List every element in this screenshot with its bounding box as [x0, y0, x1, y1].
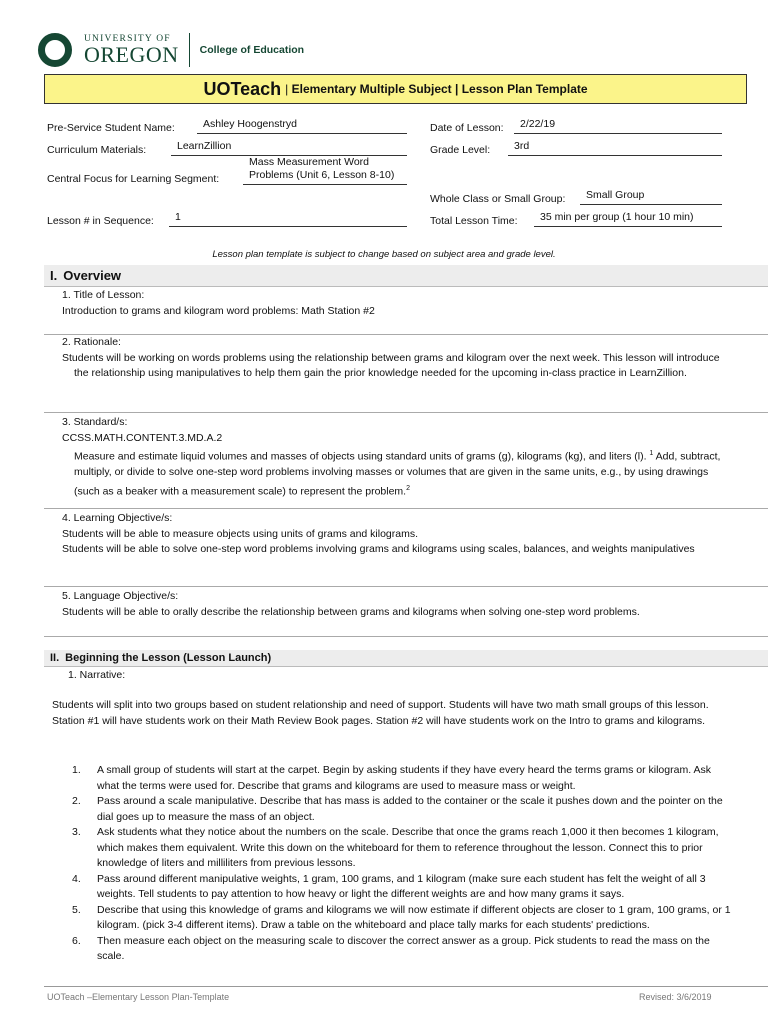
rationale-block [62, 335, 722, 382]
language-objective-block [62, 589, 722, 620]
lesson-title-block [62, 288, 722, 319]
focus-label: Central Focus for Learning Segment: [47, 173, 220, 185]
title-separator-2: | [455, 82, 459, 96]
footer-right: Revised: 3/6/2019 [639, 992, 712, 1002]
uo-logo-icon [38, 33, 72, 67]
step-text: Ask students what they notice about the numbers on the scale. Describe that once the grams reach 1,000 it then becomes 1 kilogram, which makes them equivalent. Write this down on the whiteboard for them to reference throughout the lesson. Connect this to prior knowledge of liters and milliliters from previous lessons. [97, 826, 719, 869]
objective-1: Students will be able to measure objects using units of grams and kilograms. [62, 527, 419, 540]
title-subtitle-text-2: Lesson Plan Template [461, 82, 588, 96]
standard-footnote-2: 2 [406, 484, 410, 492]
university-small-text: UNIVERSITY OF [84, 34, 171, 44]
student-name-value: Ashley Hoogenstryd [197, 118, 407, 134]
footer-divider [44, 986, 768, 987]
materials-label: Curriculum Materials: [47, 144, 147, 156]
step-number: 2. [72, 795, 81, 807]
section-overview-heading [44, 265, 768, 287]
standard-description [62, 446, 722, 500]
step-text: Pass around different manipulative weights, 1 gram, 100 grams, and 1 kilogram (make sure each student has felt the weight of all 3 weights. Tell students to pay attention to how heavy or light the different weights are and how many grams it says. [97, 872, 706, 900]
time-value: 35 min per group (1 hour 10 min) [534, 211, 722, 227]
focus-row [47, 156, 407, 185]
title-main: UOTeach [203, 78, 282, 99]
university-wordmark [84, 34, 179, 66]
divider [44, 586, 768, 587]
student-name-row [47, 118, 407, 134]
standard-code: CCSS.MATH.CONTENT.3.MD.A.2 [62, 431, 223, 444]
focus-value: Mass Measurement Word Problems (Unit 6, Lesson 8-10) [243, 156, 407, 185]
standard-footnote-1: 1 [649, 450, 654, 457]
list-item [72, 763, 732, 794]
materials-row [47, 140, 407, 156]
objective-2: Students will be able to solve one-step word problems involving grams and kilograms using scales, balances, and weights manipulatives [62, 543, 695, 555]
step-number: 6. [72, 934, 81, 947]
template-notice: Lesson plan template is subject to change based on subject area and grade level. [212, 249, 556, 260]
objective-label: 4. Learning Objective/s: [62, 512, 173, 524]
step-text: A small group of students will start at the carpet. Begin by asking students if they have every heard the terms grams or kilogram. Ask what the terms were used for. Describe that grams and kilograms are used to measure mass or weight. [97, 764, 711, 792]
step-number: 5. [72, 903, 81, 916]
step-number: 4. [72, 872, 81, 885]
date-value: 2/22/19 [514, 118, 722, 134]
lesson-title-label: 1. Title of Lesson: [62, 289, 145, 301]
standard-block [62, 415, 722, 500]
narrative-steps [72, 763, 732, 965]
standard-label: 3. Standard/s: [62, 416, 128, 428]
standard-text-2: Add, subtract, multiply, or divide to solve one-step word problems involving masses or volumes that are given in the same units, e.g., by using drawings (such as a beaker with a measurement scale) to represent the problem. [74, 450, 721, 497]
list-item [72, 903, 732, 934]
footer-left: UOTeach –Elementary Lesson Plan-Template [47, 992, 230, 1002]
rationale-text: Students will be working on words problems using the relationship between grams and kilogram over the next week. This lesson will introduce the relationship using manipulatives to help them gain the prior knowledge needed for the upcoming in-class practice in LearnZillion. [62, 351, 720, 379]
section-title: Beginning the Lesson (Lesson Launch) [65, 652, 272, 664]
section-beginning-heading [44, 650, 768, 667]
language-label: 5. Language Objective/s: [62, 590, 179, 602]
lesson-title-text: Introduction to grams and kilogram word problems: Math Station #2 [62, 304, 375, 317]
time-label: Total Lesson Time: [430, 215, 518, 227]
list-item [72, 934, 732, 965]
header-divider [189, 33, 190, 67]
section-number: I. [50, 268, 58, 283]
narrative-intro: Students will split into two groups based on student relationship and need of support. Students will have two math small groups of this lesson. Station #1 will have students work on their Math Review Book pages. Station #2 will have students work on the Intro to grams and kilograms. [52, 699, 709, 727]
section-number: II. [50, 652, 60, 664]
lesson-number-label: Lesson # in Sequence: [47, 215, 154, 227]
standard-text: Measure and estimate liquid volumes and masses of objects using standard units of grams (g), kilograms (kg), and liters (l). [74, 450, 647, 463]
list-item [72, 872, 732, 903]
list-item [72, 825, 732, 872]
lesson-number-row [47, 211, 407, 227]
divider [44, 508, 768, 509]
materials-value: LearnZillion [171, 140, 407, 156]
title-separator: | [285, 82, 289, 96]
college-name: College of Education [199, 44, 305, 56]
learning-objective-block [62, 511, 722, 558]
group-label: Whole Class or Small Group: [430, 193, 566, 205]
title-subtitle [285, 82, 587, 96]
group-value: Small Group [580, 189, 722, 205]
step-text: Pass around a scale manipulative. Describe that has mass is added to the container or the scale it pushes down and the pointer on the dial goes up to measure the mass of an object. [97, 795, 723, 823]
time-row [430, 211, 722, 227]
step-number: 1. [72, 764, 81, 776]
rationale-label: 2. Rationale: [62, 336, 121, 348]
language-text: Students will be able to orally describe the relationship between grams and kilograms when solving one-step word problems. [62, 605, 640, 618]
student-name-label: Pre-Service Student Name: [47, 122, 175, 134]
list-item [72, 794, 732, 825]
lesson-number-value: 1 [169, 211, 407, 227]
date-row [430, 118, 722, 134]
step-number: 3. [72, 826, 81, 838]
university-big-text: OREGON [84, 42, 179, 67]
step-text: Describe that using this knowledge of grams and kilograms we will now estimate if different objects are closer to 1 gram, 100 grams, or 1 kilogram. (pick 3-4 different items). Draw a table on the whiteboard and place tally marks for each students' predictions. [97, 903, 731, 931]
group-row [430, 189, 722, 205]
divider [44, 636, 768, 637]
step-text: Then measure each object on the measuring scale to discover the correct answer as a group. Pick students to read the mass on the scale. [97, 934, 710, 962]
grade-row [430, 140, 722, 156]
date-label: Date of Lesson: [430, 122, 504, 134]
title-subtitle-text: Elementary Multiple Subject [291, 82, 452, 96]
grade-value: 3rd [508, 140, 722, 156]
page-header [38, 30, 304, 70]
grade-label: Grade Level: [430, 144, 491, 156]
divider [44, 412, 768, 413]
narrative-label: 1. Narrative: [68, 669, 126, 681]
title-bar [44, 74, 747, 104]
section-title: Overview [63, 268, 122, 283]
